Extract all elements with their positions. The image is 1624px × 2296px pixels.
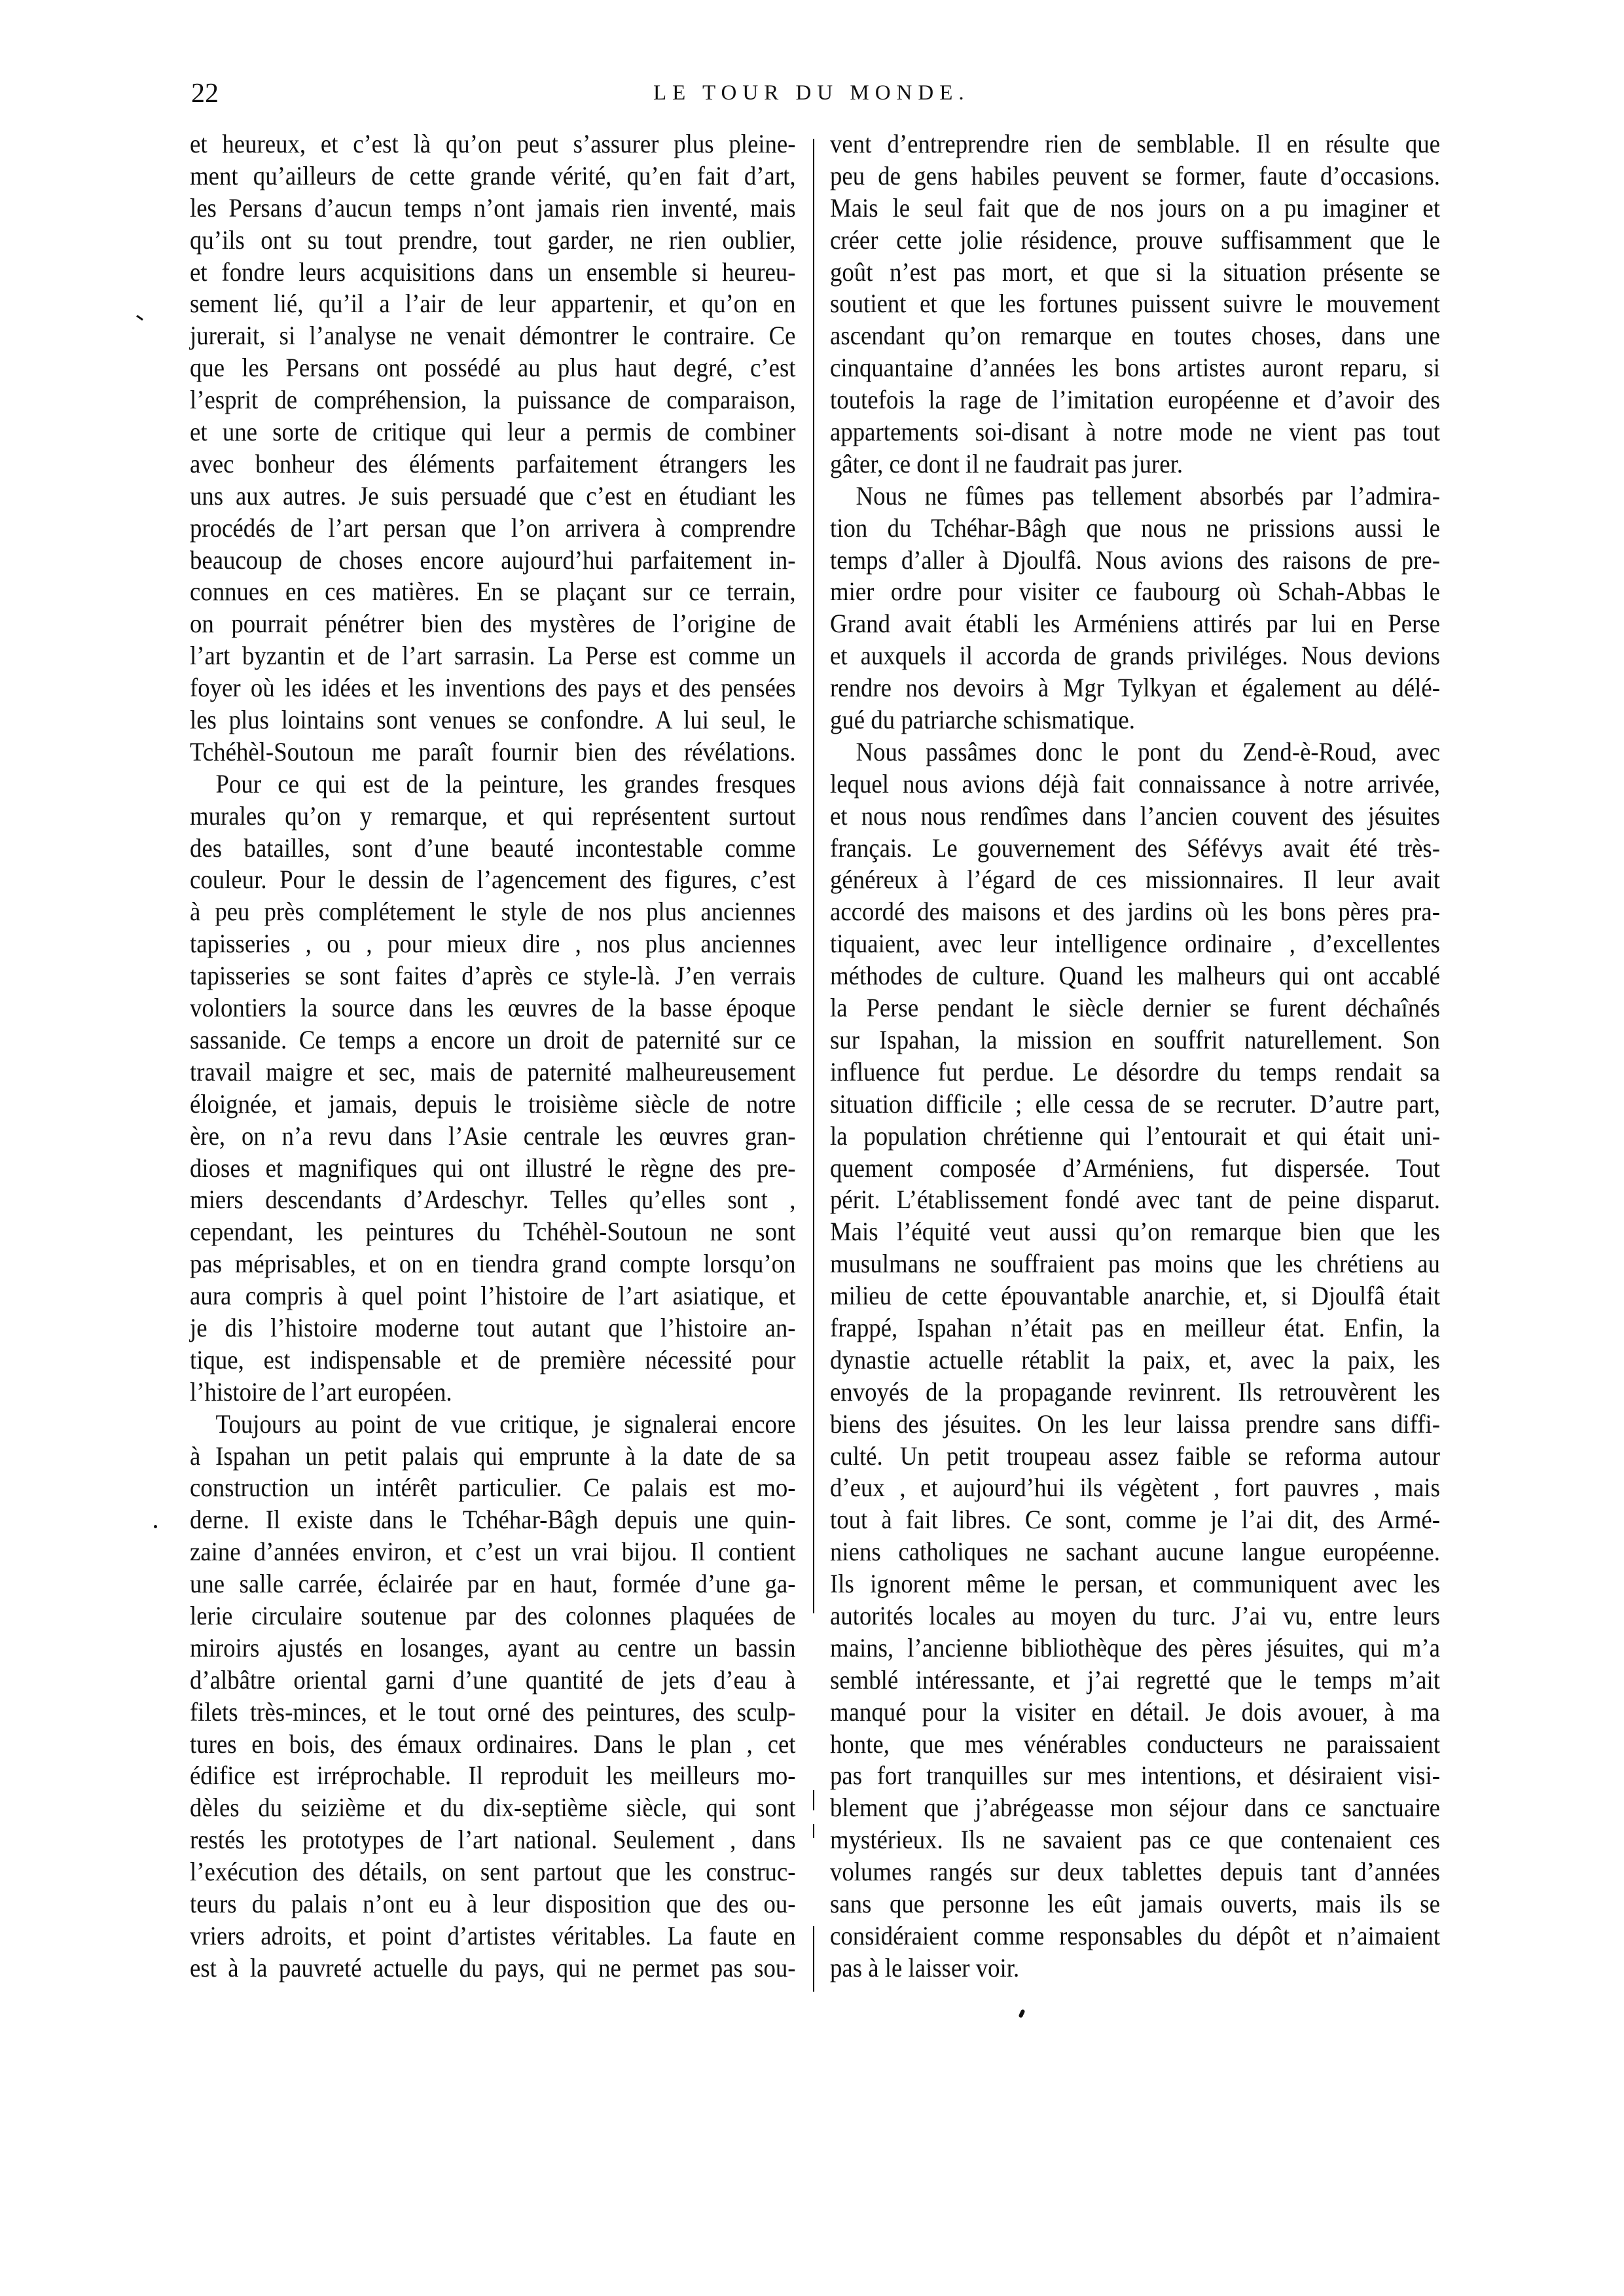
text-line: d’eux , et aujourd’hui ils végètent , fort pauvres , mais [830, 1473, 1440, 1503]
text-line: et fondre leurs acquisitions dans un ensemble si heureu- [190, 257, 796, 287]
text-column-right [830, 128, 1440, 1984]
text-line: honte, que mes vénérables conducteurs ne paraissaient [830, 1729, 1440, 1759]
text-line: tures en bois, des émaux ordinaires. Dans le plan , cet [190, 1729, 796, 1759]
text-line: Toujours au point de vue critique, je signalerai encore [215, 1408, 796, 1439]
text-line: biens des jésuites. On les leur laissa prendre sans diffi- [830, 1408, 1440, 1439]
text-line: sur Ispahan, la mission en souffrit naturellement. Son [830, 1024, 1440, 1054]
text-line: Nous ne fûmes pas tellement absorbés par l’admira- [856, 480, 1440, 511]
text-line: mier ordre pour visiter ce faubourg où Schah-Abbas le [830, 577, 1440, 607]
text-line: éloignée, et jamais, depuis le troisième siècle de notre [190, 1088, 796, 1119]
text-line: et heureux, et c’est là qu’on peut s’assurer plus pleine- [190, 129, 796, 158]
text-line: gâter, ce dont il ne faudrait pas jurer. [830, 448, 1183, 478]
text-line: dynastie actuelle rétablit la paix, et, avec la paix, les [830, 1344, 1440, 1374]
paragraph [190, 768, 796, 1408]
text-line: volontiers la source dans les œuvres de la basse époque [190, 993, 796, 1023]
text-line: dèles du seizième et du dix-septième siècle, qui sont [190, 1793, 796, 1823]
text-line: une salle carrée, éclairée par en haut, formée d’une ga- [190, 1569, 796, 1599]
text-line: Mais l’équité veut aussi qu’on remarque bien que les [830, 1217, 1440, 1247]
text-line: ment qu’ailleurs de cette grande vérité, qu’en fait d’art, [190, 160, 796, 190]
text-line: zaine d’années environ, et c’est un vrai bijou. Il contient [190, 1537, 796, 1567]
text-line: tapisseries se sont faites d’après ce style-là. J’en verrais [190, 961, 796, 991]
text-line: sassanide. Ce temps a encore un droit de paternité sur ce [190, 1024, 796, 1054]
text-line: musulmans ne souffraient pas moins que les chrétiens au [830, 1249, 1440, 1279]
text-line: tapisseries , ou , pour mieux dire , nos plus anciennes [190, 929, 796, 959]
text-line: tion du Tchéhar-Bâgh que nous ne prissions aussi le [830, 512, 1440, 543]
text-line: Tchéhèl-Soutoun me paraît fournir bien des révélations. [190, 736, 796, 766]
text-line: l’exécution des détails, on sent partout que les construc- [190, 1857, 796, 1887]
text-line: goût n’est pas mort, et que si la situation présente se [830, 257, 1440, 287]
text-line: peu de gens habiles peuvent se former, faute d’occasions. [830, 160, 1440, 190]
text-line: temps d’aller à Djoulfâ. Nous avions des raisons de pre- [830, 545, 1440, 575]
text-line: niens catholiques ne sachant aucune langue européenne. [830, 1537, 1440, 1567]
text-line: connues en ces matières. En se plaçant sur ce terrain, [190, 577, 796, 607]
text-line: cependant, les peintures du Tchéhèl-Soutoun ne sont [190, 1217, 796, 1247]
text-line: jurerait, si l’analyse ne venait démontrer le contraire. Ce [190, 321, 796, 351]
text-line: l’art byzantin et de l’art sarrasin. La Perse est comme un [190, 641, 796, 671]
text-column-left [190, 128, 796, 1984]
text-line: mains, l’ancienne bibliothèque des pères jésuites, qui m’a [830, 1632, 1440, 1662]
text-line: appartements soi-disant à notre mode ne vient pas tout [830, 417, 1440, 447]
text-line: construction un intérêt particulier. Ce palais est mo- [190, 1473, 796, 1503]
column-divider-rule [813, 139, 814, 1613]
text-line: Grand avait établi les Arméniens attirés par lui en Perse [830, 609, 1440, 639]
paragraph [830, 480, 1440, 736]
text-line: à peu près complétement le style de nos plus anciennes [190, 897, 796, 927]
paragraph [190, 1408, 796, 1984]
text-line: d’albâtre oriental garni d’une quantité de jets d’eau à [190, 1664, 796, 1695]
text-line: cinquantaine d’années les bons artistes auront reparu, si [830, 353, 1440, 383]
scan-artifact-mark [136, 315, 143, 321]
paragraph [830, 128, 1440, 480]
text-line: tiquaient, avec leur intelligence ordinaire , d’excellentes [830, 929, 1440, 959]
text-line: périt. L’établissement fondé avec tant de peine disparut. [830, 1185, 1440, 1215]
text-line: aura compris à quel point l’histoire de l’art asiatique, et [190, 1281, 796, 1311]
text-line: qu’ils ont su tout prendre, tout garder, ne rien oublier, [190, 224, 796, 255]
text-line: l’esprit de compréhension, la puissance de comparaison, [190, 385, 796, 415]
text-line: sement lié, qu’il a l’air de leur appartenir, et qu’on en [190, 289, 796, 319]
text-line: l’histoire de l’art européen. [190, 1376, 452, 1407]
text-line: considéraient comme responsables du dépôt et n’aimaient [830, 1920, 1440, 1950]
text-line: lerie circulaire soutenue par des colonnes plaquées de [190, 1600, 796, 1630]
text-line: on pourrait pénétrer bien des mystères de l’origine de [190, 609, 796, 639]
text-line: gué du patriarche schismatique. [830, 705, 1135, 735]
text-line: frappé, Ispahan n’était pas en meilleur état. Enfin, la [830, 1312, 1440, 1342]
text-line: sans que personne les eût jamais ouverts, mais ils se [830, 1888, 1440, 1918]
text-line: murales qu’on y remarque, et qui représentent surtout [190, 800, 796, 831]
text-line: des batailles, sont d’une beauté incontestable comme [190, 833, 796, 863]
text-line: couleur. Pour le dessin de l’agencement des figures, c’est [190, 865, 796, 895]
text-line: travail maigre et sec, mais de paternité malheureusement [190, 1056, 796, 1086]
text-line: créer cette jolie résidence, prouve suffisamment que le [830, 224, 1440, 255]
text-line: est à la pauvreté actuelle du pays, qui ne permet pas sou- [190, 1952, 796, 1982]
page-number: 22 [191, 79, 219, 109]
text-line: je dis l’histoire moderne tout autant que l’histoire an- [190, 1312, 796, 1342]
text-line: édifice est irréprochable. Il reproduit les meilleurs mo- [190, 1761, 796, 1791]
text-line: dioses et magnifiques qui ont illustré le règne des pre- [190, 1153, 796, 1183]
text-line: mystérieux. Ils ne savaient pas ce que contenaient ces [830, 1825, 1440, 1855]
scan-artifact-mark [1019, 2009, 1026, 2018]
text-line: généreux à l’égard de ces missionnaires. Il leur avait [830, 865, 1440, 895]
text-line: teurs du palais n’ont eu à leur disposition que des ou- [190, 1888, 796, 1918]
text-line: la population chrétienne qui l’entourait et qui était uni- [830, 1121, 1440, 1151]
text-line: avec bonheur des éléments parfaitement étrangers les [190, 448, 796, 478]
text-line: manqué pour la visiter en détail. Je dois avouer, à ma [830, 1696, 1440, 1727]
text-line: influence fut perdue. Le désordre du temps rendait sa [830, 1056, 1440, 1086]
text-line: Mais le seul fait que de nos jours on a pu imaginer et [830, 192, 1440, 223]
text-line: à Ispahan un petit palais qui emprunte à la date de sa [190, 1441, 796, 1471]
text-line: tique, est indispensable et de première nécessité pour [190, 1344, 796, 1374]
text-line: milieu de cette épouvantable anarchie, et, si Djoulfâ était [830, 1281, 1440, 1311]
text-line: volumes rangés sur deux tablettes depuis tant d’années [830, 1857, 1440, 1887]
text-line: les plus lointains sont venues se confondre. A lui seul, le [190, 705, 796, 735]
text-line: pas fort tranquilles sur mes intentions, et désiraient visi- [830, 1761, 1440, 1791]
text-line: et une sorte de critique qui leur a permis de combiner [190, 417, 796, 447]
text-line: pas à le laisser voir. [830, 1952, 1020, 1982]
column-divider-dash [813, 1790, 814, 1810]
text-line: Ils ignorent même le persan, et communiquent avec les [830, 1569, 1440, 1599]
column-divider-dash [813, 1824, 814, 1838]
text-line: procédés de l’art persan que l’on arrivera à comprendre [190, 512, 796, 543]
text-line: vriers adroits, et point d’artistes véritables. La faute en [190, 1920, 796, 1950]
running-title: LE TOUR DU MONDE. [653, 81, 970, 105]
text-line: envoyés de la propagande revinrent. Ils retrouvèrent les [830, 1376, 1440, 1407]
text-line: ascendant qu’on remarque en toutes choses, dans une [830, 321, 1440, 351]
text-line: les Persans d’aucun temps n’ont jamais rien inventé, mais [190, 192, 796, 223]
text-line: autorités locales au moyen du turc. J’ai vu, entre leurs [830, 1600, 1440, 1630]
text-line: culté. Un petit troupeau assez faible se reforma autour [830, 1441, 1440, 1471]
text-line: semblé intéressante, et j’ai regretté que le temps m’ait [830, 1664, 1440, 1695]
text-line: beaucoup de choses encore aujourd’hui parfaitement in- [190, 545, 796, 575]
text-line: filets très-minces, et le tout orné des peintures, des sculp- [190, 1696, 796, 1727]
text-line: quement composée d’Arméniens, fut dispersée. Tout [830, 1153, 1440, 1183]
text-line: derne. Il existe dans le Tchéhar-Bâgh depuis une quin- [190, 1505, 796, 1535]
text-line: soutient et que les fortunes puissent suivre le mouvement [830, 289, 1440, 319]
text-line: accordé des maisons et des jardins où les bons pères pra- [830, 897, 1440, 927]
text-line: lequel nous avions déjà fait connaissance à notre arrivée, [830, 768, 1440, 798]
text-line: vent d’entreprendre rien de semblable. Il en résulte que [830, 129, 1440, 158]
text-line: Nous passâmes donc le pont du Zend-è-Roud, avec [856, 736, 1440, 766]
text-line: restés les prototypes de l’art national. Seulement , dans [190, 1825, 796, 1855]
text-line: que les Persans ont possédé au plus haut degré, c’est [190, 353, 796, 383]
text-line: et nous nous rendîmes dans l’ancien couvent des jésuites [830, 800, 1440, 831]
column-divider-rule [813, 1926, 814, 1992]
text-line: rendre nos devoirs à Mgr Tylkyan et également au délé- [830, 673, 1440, 703]
text-line: situation difficile ; elle cessa de se recruter. D’autre part, [830, 1088, 1440, 1119]
paragraph [830, 736, 1440, 1984]
text-line: la Perse pendant le siècle dernier se furent déchaînés [830, 993, 1440, 1023]
text-line: miroirs ajustés en losanges, ayant au centre un bassin [190, 1632, 796, 1662]
text-line: méthodes de culture. Quand les malheurs qui ont accablé [830, 961, 1440, 991]
text-line: et auxquels il accorda de grands priviléges. Nous devions [830, 641, 1440, 671]
paragraph [190, 128, 796, 768]
text-line: ère, on n’a revu dans l’Asie centrale les œuvres gran- [190, 1121, 796, 1151]
text-line: miers descendants d’Ardeschyr. Telles qu’elles sont , [190, 1185, 796, 1215]
text-line: Pour ce qui est de la peinture, les grandes fresques [215, 768, 796, 798]
text-line: tout à fait libres. Ce sont, comme je l’ai dit, des Armé- [830, 1505, 1440, 1535]
scan-artifact-mark [154, 1525, 157, 1528]
text-line: toutefois la rage de l’imitation européenne et d’avoir des [830, 385, 1440, 415]
text-line: uns aux autres. Je suis persuadé que c’est en étudiant les [190, 480, 796, 511]
text-line: français. Le gouvernement des Séfévys avait été très- [830, 833, 1440, 863]
text-line: foyer où les idées et les inventions des pays et des pensées [190, 673, 796, 703]
text-line: blement que j’abrégeasse mon séjour dans ce sanctuaire [830, 1793, 1440, 1823]
text-line: pas méprisables, et on en tiendra grand compte lorsqu’on [190, 1249, 796, 1279]
